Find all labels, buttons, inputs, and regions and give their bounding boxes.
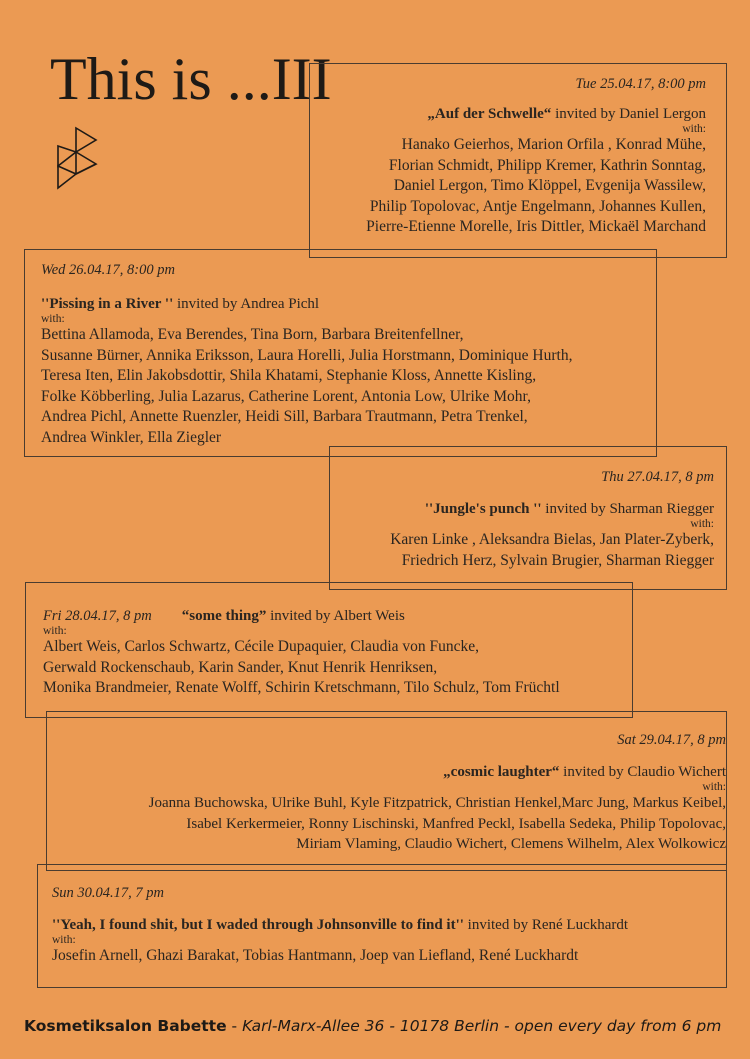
participant-line: Teresa Iten, Elin Jakobsdottir, Shila Khatami, Stephanie Kloss, Annette Kisling, bbox=[41, 367, 537, 384]
participant-list bbox=[43, 637, 622, 699]
triangles-logo-icon bbox=[54, 126, 102, 195]
participant-line: Pierre-Etienne Morelle, Iris Dittler, Mickaël Marchand bbox=[366, 218, 706, 235]
event-date: Sat 29.04.17, 8 pm bbox=[617, 732, 726, 748]
participant-line: Hanako Geierhos, Marion Orfila , Konrad Mühe, bbox=[401, 136, 706, 153]
event-date: Sun 30.04.17, 7 pm bbox=[52, 885, 164, 901]
participant-line: Joanna Buchowska, Ulrike Buhl, Kyle Fitzpatrick, Christian Henkel,Marc Jung, Markus Keibel, bbox=[148, 795, 726, 811]
participant-line: Monika Brandmeier, Renate Wolff, Schirin Kretschmann, Tilo Schulz, Tom Früchtl bbox=[43, 679, 560, 696]
participant-line: Bettina Allamoda, Eva Berendes, Tina Born, Barbara Breitenfellner, bbox=[41, 326, 464, 343]
event-box-sat bbox=[46, 711, 727, 871]
venue-address: Karl-Marx-Allee 36 - 10178 Berlin - open every day from 6 pm bbox=[242, 1017, 722, 1035]
participant-line: Miriam Vlaming, Claudio Wichert, Clemens Wilhelm, Alex Wolkowicz bbox=[296, 836, 726, 852]
event-date: Tue 25.04.17, 8:00 pm bbox=[575, 76, 706, 92]
with-label: with: bbox=[690, 518, 714, 530]
with-label: with: bbox=[43, 625, 67, 637]
event-title: “some thing” bbox=[181, 608, 267, 624]
venue-name: Kosmetiksalon Babette bbox=[24, 1017, 227, 1035]
participant-line: Susanne Bürner, Annika Eriksson, Laura Horelli, Julia Horstmann, Dominique Hurth, bbox=[41, 346, 573, 364]
participant-list bbox=[52, 946, 716, 967]
event-box-wed bbox=[24, 249, 657, 457]
event-title: „Auf der Schwelle“ bbox=[427, 106, 552, 122]
participant-list bbox=[338, 530, 714, 571]
event-invited-by: invited by René Luckhardt bbox=[463, 917, 629, 933]
participant-line: Albert Weis, Carlos Schwartz, Cécile Dupaquier, Claudia von Funcke, bbox=[43, 638, 480, 655]
participant-line: Andrea Pichl, Annette Ruenzler, Heidi Sill, Barbara Trautmann, Petra Trenkel, bbox=[41, 408, 528, 425]
participant-line: Daniel Lergon, Timo Klöppel, Evgenija Wassilew, bbox=[393, 177, 706, 194]
event-title: „cosmic laughter“ bbox=[443, 764, 560, 780]
participant-line: Florian Schmidt, Philipp Kremer, Kathrin Sonntag, bbox=[388, 156, 706, 174]
participant-list bbox=[318, 135, 706, 238]
event-box-sun bbox=[37, 864, 727, 988]
event-invited-by: invited by Andrea Pichl bbox=[173, 296, 320, 312]
event-box-fri bbox=[25, 582, 633, 718]
participant-line: Friedrich Herz, Sylvain Brugier, Sharman Riegger bbox=[401, 551, 714, 569]
event-title: ''Jungle's punch '' bbox=[424, 501, 542, 517]
participant-list bbox=[41, 325, 646, 448]
with-label: with: bbox=[682, 123, 706, 135]
event-invited-by: invited by Sharman Riegger bbox=[541, 501, 714, 517]
event-date: Fri 28.04.17, 8 pm bbox=[43, 608, 152, 624]
event-invited-by: invited by Claudio Wichert bbox=[559, 764, 726, 780]
footer-separator: - bbox=[226, 1017, 243, 1035]
participant-line: Philip Topolovac, Antje Engelmann, Johannes Kullen, bbox=[369, 197, 706, 215]
participant-line: Andrea Winkler, Ella Ziegler bbox=[41, 428, 222, 446]
event-title: ''Pissing in a River '' bbox=[41, 296, 174, 312]
event-title: ''Yeah, I found shit, but I waded through Johnsonville to find it'' bbox=[52, 917, 464, 933]
event-date: Thu 27.04.17, 8 pm bbox=[601, 469, 714, 485]
with-label: with: bbox=[52, 934, 76, 946]
participant-line: Josefin Arnell, Ghazi Barakat, Tobias Hantmann, Joep van Liefland, René Luckhardt bbox=[52, 947, 579, 964]
with-label: with: bbox=[41, 313, 65, 325]
participant-line: Karen Linke , Aleksandra Bielas, Jan Plater-Zyberk, bbox=[390, 531, 714, 548]
footer-venue-line bbox=[24, 1017, 734, 1035]
participant-line: Isabel Kerkermeier, Ronny Lischinski, Manfred Peckl, Isabella Sedeka, Philip Topolovac, bbox=[186, 815, 726, 832]
event-date: Wed 26.04.17, 8:00 pm bbox=[41, 262, 175, 278]
participant-line: Gerwald Rockenschaub, Karin Sander, Knut Henrik Henriksen, bbox=[43, 658, 438, 676]
poster-title: This is ...III bbox=[50, 46, 332, 112]
event-box-thu bbox=[329, 446, 727, 590]
participant-line: Folke Köbberling, Julia Lazarus, Catherine Lorent, Antonia Low, Ulrike Mohr, bbox=[41, 387, 531, 405]
participant-list bbox=[59, 793, 726, 855]
event-invited-by: invited by Albert Weis bbox=[266, 608, 405, 624]
event-box-tue bbox=[309, 63, 727, 258]
event-invited-by: invited by Daniel Lergon bbox=[551, 106, 706, 122]
with-label: with: bbox=[702, 781, 726, 793]
